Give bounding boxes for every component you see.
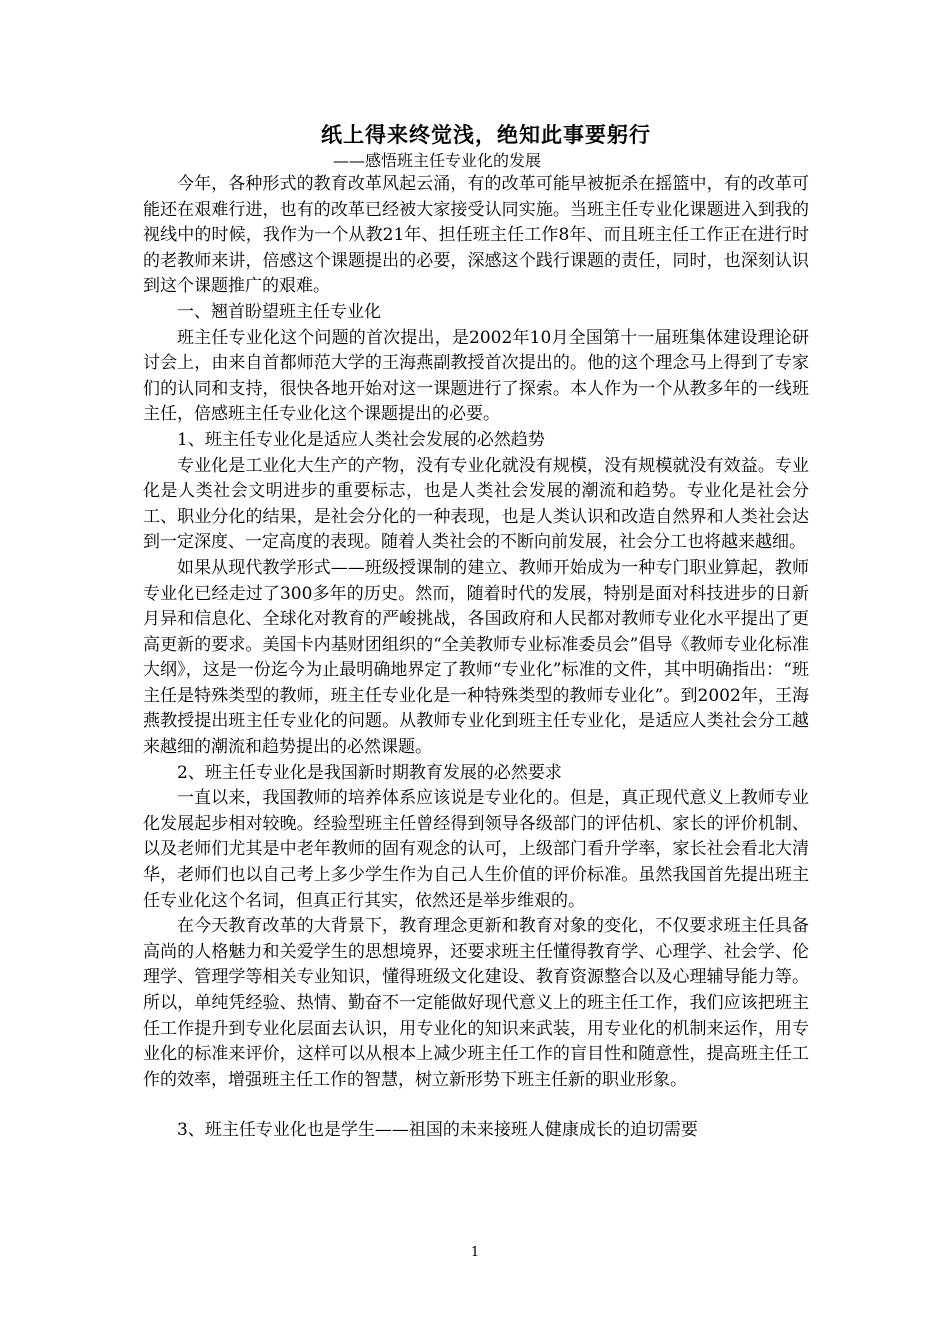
subsection-heading-2: 2、班主任专业化是我国新时期教育发展的必然要求 — [177, 762, 562, 783]
blank-line — [143, 1093, 809, 1118]
page-number: 1 — [470, 1245, 480, 1260]
paragraph: 专业化是工业化大生产的产物，没有专业化就没有规模，没有规模就没有效益。专业化是人类社会文明进步的重要标志，也是人类社会发展的潮流和趋势。专业化是社会分工、职业分化的结果，是社会分化的一种表现，也是人类认识和改造自然界和人类社会达到一定深度、一定高度的表现。随着人类社会的不断向前发展，社会分工也将越来越细。 — [143, 455, 809, 553]
paragraph: 如果从现代教学形式——班级授课制的建立、教师开始成为一种专门职业算起，教师专业化已经走过了300多年的历史。然而，随着时代的发展，特别是面对科技进步的日新月异和信息化、全球化对教育的严峻挑战，各国政府和人民都对教师专业化水平提出了更高更新的要求。美国卡内基财团组织的“全美教师专业标准委员会”倡导《教师专业化标准大纲》，这是一份迄今为止最明确地界定了教师“专业化”标准的文件，其中明确指出：“班主任是特殊类型的教师，班主任专业化是一种特殊类型的教师专业化”。到2002年，王海燕教授提出班主任专业化的问题。从教师专业化到班主任专业化，是适应人类社会分工越来越细的潮流和趋势提出的必然课题。 — [143, 557, 809, 758]
subsection-heading-3: 3、班主任专业化也是学生——祖国的未来接班人健康成长的迫切需要 — [177, 1120, 698, 1141]
paragraph-intro: 今年，各种形式的教育改革风起云涌，有的改革可能早被扼杀在摇篮中，有的改革可能还在艰难行进，也有的改革已经被大家接受认同实施。当班主任专业化课题进入到我的视线中的时候，我作为一个从教21年、担任班主任工作8年、而且班主任工作正在进行时的老教师来讲，倍感这个课题提出的必要，深感这个践行课题的责任，同时，也深刻认识到这个课题推广的艰难。 — [143, 174, 809, 297]
paragraph: 班主任专业化这个问题的首次提出，是2002年10月全国第十一届班集体建设理论研讨会上，由来自首都师范大学的王海燕副教授首次提出的。他的这个理念马上得到了专家们的认同和支持，很快各地开始对这一课题进行了探索。本人作为一个从教多年的一线班主任，倍感班主任专业化这个课题提出的必要。 — [143, 327, 809, 425]
document-title: 纸上得来终觉浅，绝知此事要躬行 — [321, 122, 651, 147]
document-page — [143, 120, 809, 1144]
section-heading-1: 一、翘首盼望班主任专业化 — [177, 301, 381, 322]
subsection-heading-1: 1、班主任专业化是适应人类社会发展的必然趋势 — [177, 429, 545, 450]
paragraph: 在今天教育改革的大背景下，教育理念更新和教育对象的变化，不仅要求班主任具备高尚的人格魅力和关爱学生的思想境界，还要求班主任懂得教育学、心理学、社会学、伦理学、管理学等相关专业知识，懂得班级文化建设、教育资源整合以及心理辅导能力等。所以，单纯凭经验、热情、勤奋不一定能做好现代意义上的班主任工作，我们应该把班主任工作提升到专业化层面去认识，用专业化的知识来武装，用专业化的机制来运作，用专业化的标准来评价，这样可以从根本上减少班主任工作的盲目性和随意性，提高班主任工作的效率，增强班主任工作的智慧，树立新形势下班主任新的职业形象。 — [143, 916, 809, 1090]
document-subtitle: ——感悟班主任专业化的发展 — [333, 151, 542, 170]
paragraph: 一直以来，我国教师的培养体系应该说是专业化的。但是，真正现代意义上教师专业化发展起步相对较晚。经验型班主任曾经得到领导各级部门的评估机、家长的评价机制、以及老师们尤其是中老年教师的固有观念的认可，上级部门看升学率，家长社会看北大清华，老师们也以自己考上多少学生作为自己人生价值的评价标准。虽然我国首先提出班主任专业化这个名词，但真正行其实，依然还是举步维艰的。 — [143, 788, 809, 911]
